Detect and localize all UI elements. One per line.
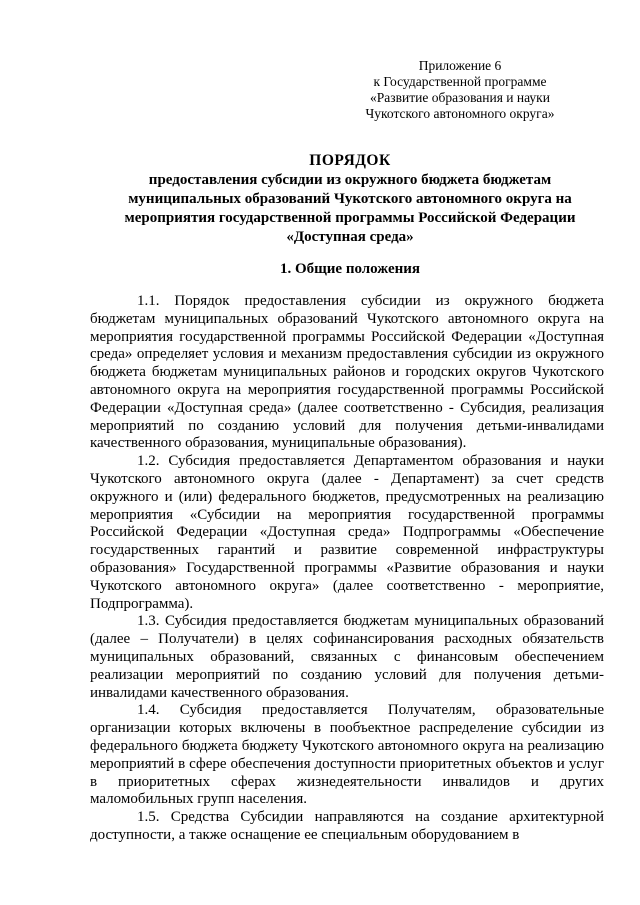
appendix-header: [360, 58, 560, 122]
paragraph-1-4: 1.4. Субсидия предоставляется Получателям, образовательные организации которых включены в пообъектное распределение субсидии из федерального бюджета бюджету Чукотского автономного округа на реализацию мероприятий в сфере обеспечения доступности приоритетных объектов и услуг в приоритетных сферах жизнедеятельности инвалидов и других маломобильных групп населения.: [90, 702, 604, 808]
appendix-line: Приложение 6: [418, 58, 502, 73]
paragraph-1-2: 1.2. Субсидия предоставляется Департаментом образования и науки Чукотского автономного округа (далее - Департамент) за счет средств окружного и (или) федерального бюджетов, предусмотренных на реализацию мероприятия «Субсидии на мероприятия государственной программы Российской Федерации «Доступная среда» Подпрограммы «Обеспечение государственных гарантий и развитие современной инфраструктуры образования» Государственной программы «Развитие образования и науки Чукотского автономного округа» (далее соответственно - мероприятие, Подпрограмма).: [90, 453, 604, 612]
appendix-line: «Развитие образования и науки: [370, 90, 550, 105]
paragraph-1-5: 1.5. Средства Субсидии направляются на создание архитектурной доступности, а также оснащение ее специальным оборудованием в: [90, 809, 604, 843]
paragraph-1-3: 1.3. Субсидия предоставляется бюджетам муниципальных образований (далее – Получатели) в целях софинансирования расходных обязательств муниципальных образований, связанных с финансовым обеспечением реализации мероприятий по созданию условий для получения детьми-инвалидами качественного образования.: [90, 613, 604, 701]
title-line: предоставления субсидии из окружного бюджета бюджетам: [148, 172, 552, 188]
title-subtitle: [90, 171, 610, 247]
title-line: муниципальных образований Чукотского автономного округа на: [128, 191, 572, 207]
title-line: мероприятия государственной программы Российской Федерации: [124, 210, 576, 226]
paragraph-1-1: 1.1. Порядок предоставления субсидии из окружного бюджета бюджетам муниципальных образований Чукотского автономного округа на мероприятия государственной программы Российской Федерации «Доступная среда» определяет условия и механизм предоставления субсидии из окружного бюджета бюджетам муниципальных районов и городских округов Чукотского автономного округа на мероприятия государственной программы Российской Федерации «Доступная среда» (далее соответственно - Субсидия, реализация мероприятий по созданию условий для получения детьми-инвалидами качественного образования, муниципальные образования).: [90, 293, 604, 452]
title-main: ПОРЯДОК: [309, 152, 391, 169]
appendix-line: Чукотского автономного округа»: [365, 106, 555, 121]
document-title: [90, 151, 610, 247]
appendix-line: к Государственной программе: [373, 74, 547, 89]
title-line: «Доступная среда»: [286, 229, 414, 245]
section-heading: 1. Общие положения: [279, 261, 421, 277]
section-body: [90, 293, 604, 845]
